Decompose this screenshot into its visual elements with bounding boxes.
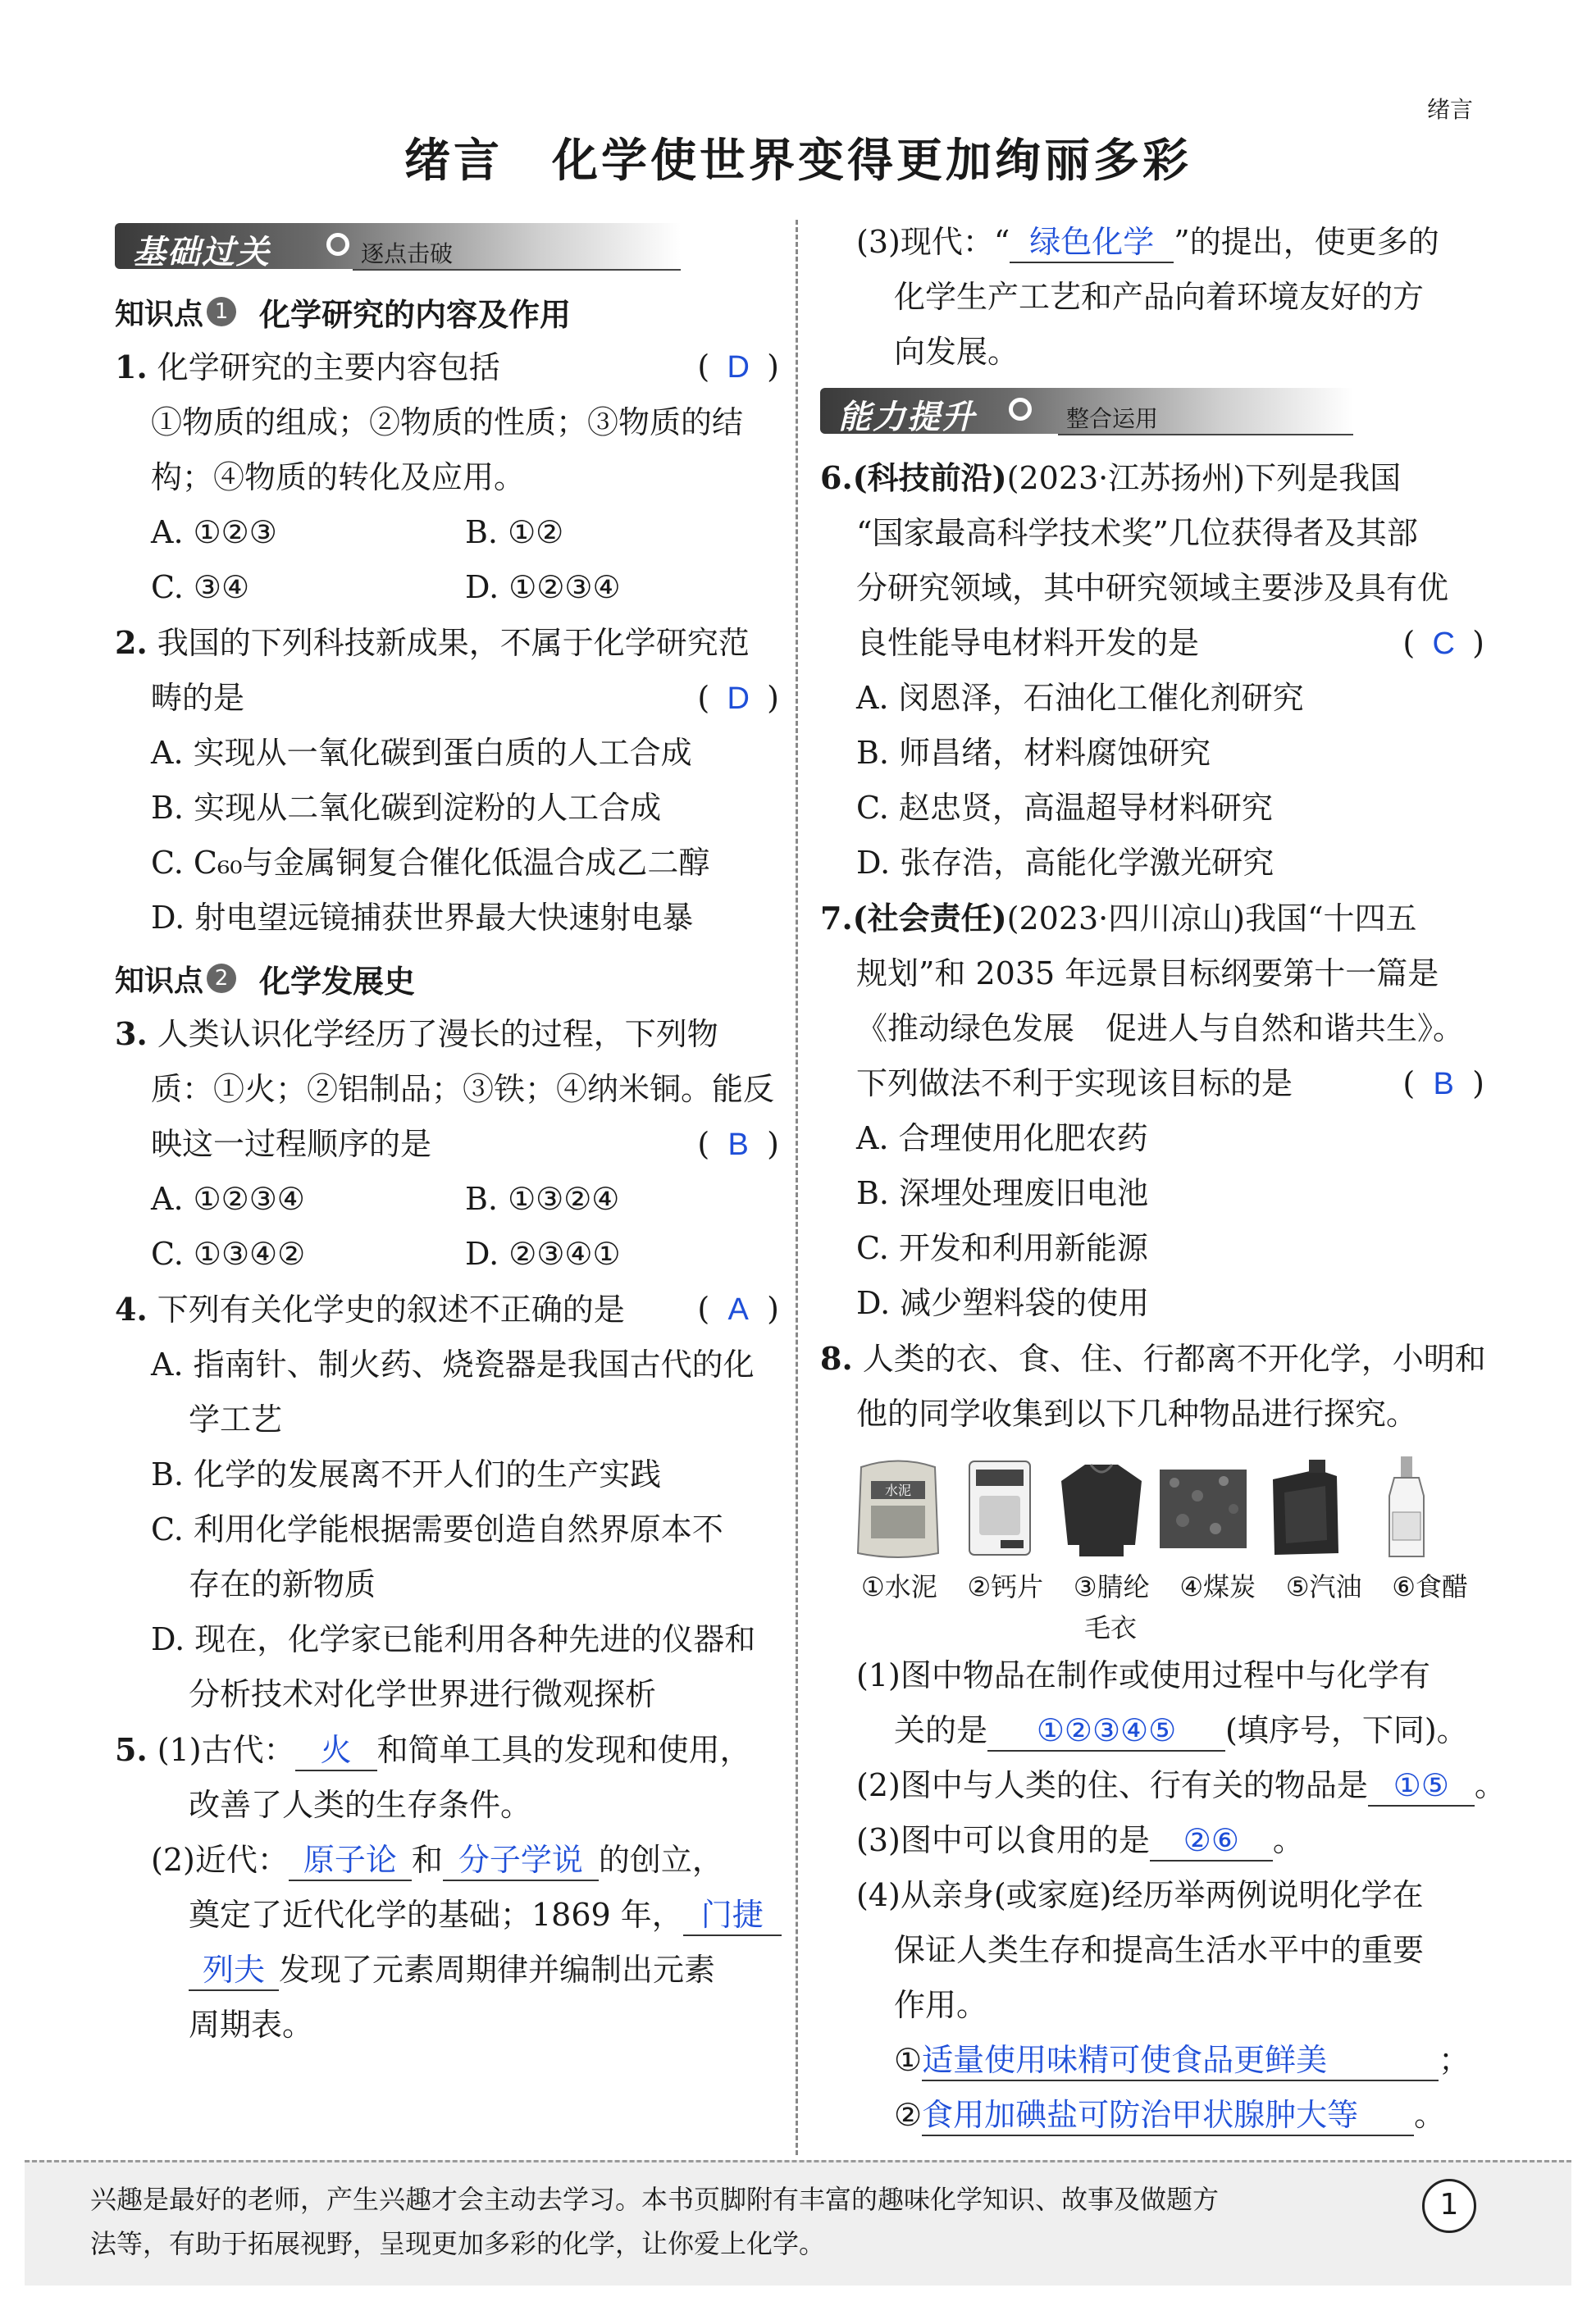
banner-label: 能力提升 — [838, 399, 976, 436]
option: A. 闵恩泽，石油化工催化剂研究 — [856, 680, 1304, 716]
q8-example-1: 适量使用味精可使食品更鲜美 — [922, 2044, 1328, 2078]
option: A. 合理使用化肥农药 — [856, 1120, 1148, 1156]
q8-line2: 他的同学收集到以下几种物品进行探究。 — [856, 1396, 1418, 1432]
caption: ⑥食醋 — [1392, 1571, 1468, 1602]
q8-answer-1: ①②③④⑤ — [1036, 1714, 1177, 1748]
q6-line2: “国家最高科学技术奖”几位获得者及其部 — [856, 515, 1418, 551]
q5-answer-3: 分子学说 — [458, 1843, 583, 1878]
q8-blank-5 — [922, 2096, 1414, 2136]
q5-p3-line2: 化学生产工艺和产品向着环境友好的方 — [894, 279, 1425, 315]
knowledge-point-2 — [115, 952, 779, 1005]
q5-blank-3 — [443, 1841, 599, 1881]
footer-line-1: 兴趣是最好的老师，产生兴趣才会主动去学习。本书页脚附有丰富的趣味化学知识、故事及做题方 — [90, 2184, 1220, 2215]
q5-blank-1 — [295, 1731, 377, 1771]
option: C. 开发和利用新能源 — [856, 1230, 1148, 1266]
q7-source: (2023·四川凉山) — [1006, 900, 1246, 936]
q8-answer-3: ②⑥ — [1183, 1824, 1239, 1858]
answer-bracket: ( C ) — [1402, 616, 1484, 672]
q6-source: (2023·江苏扬州) — [1006, 460, 1246, 496]
caption: ④煤炭 — [1179, 1571, 1256, 1602]
q8-blank-4 — [922, 2041, 1439, 2081]
q5-p1-prefix: (1)古代： — [157, 1732, 295, 1768]
question-number: 1. — [115, 349, 148, 385]
banner-label: 基础过关 — [133, 234, 271, 271]
caption: ⑤汽油 — [1285, 1571, 1362, 1602]
banner-underline — [353, 269, 681, 271]
question-number: 7. — [820, 900, 853, 936]
q7-line2: 规划”和 2035 年远景目标纲要第十一篇是 — [856, 955, 1439, 991]
q5-p2-mid: 和 — [411, 1842, 443, 1878]
q2-answer: D — [727, 681, 750, 716]
q3-answer: B — [727, 1128, 749, 1162]
q8-p1: (1)图中物品在制作或使用过程中与化学有 — [856, 1657, 1430, 1693]
kp-title: 化学研究的内容及作用 — [259, 296, 572, 333]
q6-answer: C — [1432, 627, 1455, 661]
knowledge-point-1 — [115, 285, 779, 338]
answer-bracket: ( A ) — [697, 1282, 779, 1338]
q5-blank-5 — [1010, 223, 1174, 263]
question-5 — [115, 1722, 779, 2053]
q6-line4: 良性能导电材料开发的是 — [856, 625, 1200, 661]
q5-p2-line2: 奠定了近代化学的基础；1869 年， — [189, 1897, 683, 1933]
banner-subtitle: 整合运用 — [1066, 405, 1159, 432]
footer-text — [90, 2177, 1407, 2266]
option: D. 减少塑料袋的使用 — [856, 1285, 1150, 1321]
option: D. ①②③④ — [465, 569, 621, 605]
q8-stem: 人类的衣、食、住、行都离不开化学，小明和 — [862, 1341, 1486, 1377]
question-6 — [820, 450, 1484, 891]
option: D. 张存浩，高能化学激光研究 — [856, 845, 1275, 881]
q5-answer-5: 绿色化学 — [1029, 226, 1155, 260]
page-footer — [25, 2160, 1571, 2285]
q7-stem: 我国“十四五 — [1245, 900, 1417, 936]
q8-example-1-end: ； — [1439, 2042, 1471, 2078]
question-number: 3. — [115, 1015, 148, 1052]
q3-stem: 人类认识化学经历了漫长的过程，下列物 — [157, 1016, 718, 1052]
caption: ②钙片 — [967, 1571, 1044, 1602]
answer-bracket: ( B ) — [697, 1117, 779, 1173]
option: B. ①② — [465, 514, 564, 550]
q5-p1-suffix: 和简单工具的发现和使用， — [376, 1732, 751, 1768]
banner-underline — [1058, 434, 1353, 435]
page-label: 绪言 — [1426, 96, 1473, 123]
q3-options-row-1 — [115, 1172, 779, 1227]
q3-line2: 质：①火；②铝制品；③铁；④纳米铜。能反 — [151, 1071, 775, 1107]
answer-bracket: ( B ) — [1402, 1056, 1484, 1112]
question-number: 5. — [115, 1731, 148, 1768]
gasoline-can-image — [1260, 1455, 1350, 1561]
q8-p1-suffix: (填序号，下同)。 — [1225, 1712, 1468, 1748]
option: A. 指南针、制火药、烧瓷器是我国古代的化 — [151, 1347, 755, 1383]
section-banner-basic — [115, 215, 779, 279]
question-number: 6. — [820, 459, 853, 496]
q1-answer: D — [727, 350, 750, 385]
q5-p3-prefix: (3)现代：“ — [856, 224, 1010, 260]
option-continuation: 存在的新物质 — [189, 1566, 376, 1602]
q1-options-row-2 — [115, 560, 779, 615]
section-banner-advanced — [820, 380, 1484, 444]
q5-blank-2 — [289, 1841, 412, 1881]
calcium-tablet-image — [955, 1455, 1045, 1561]
q8-p4-line3: 作用。 — [894, 1987, 988, 2023]
question-8 — [820, 1331, 1506, 2143]
q5-answer-4a: 门捷 — [700, 1898, 764, 1933]
right-column — [820, 215, 1506, 2143]
q2-stem: 我国的下列科技新成果，不属于化学研究范 — [157, 625, 750, 661]
option: D. ②③④① — [465, 1236, 621, 1272]
option: C. C₆₀与金属铜复合催化低温合成乙二醇 — [151, 845, 710, 881]
q4-answer: A — [727, 1292, 749, 1327]
q8-example-1-number: ① — [894, 2042, 923, 2078]
q8-p2: (2)图中与人类的住、行有关的物品是 — [856, 1767, 1368, 1803]
q5-answer-2: 原子论 — [303, 1843, 397, 1878]
cement-bag-label: 水泥 — [884, 1483, 912, 1498]
question-3 — [115, 1006, 779, 1282]
caption: ③腈纶 — [1073, 1571, 1150, 1602]
q2-line2: 畴的是 — [151, 680, 245, 716]
cement-bag-image — [853, 1455, 943, 1561]
q8-p1-line2: 关的是 — [894, 1712, 988, 1748]
q8-p4-line2: 保证人类生存和提高生活水平中的重要 — [894, 1932, 1425, 1968]
q5-p2-line3: 发现了元素周期律并编制出元素 — [279, 1952, 716, 1988]
q8-blank-3 — [1150, 1821, 1273, 1862]
question-7 — [820, 891, 1484, 1331]
option: C. 利用化学能根据需要创造自然界原本不 — [151, 1511, 723, 1547]
option: D. 现在，化学家已能利用各种先进的仪器和 — [151, 1621, 756, 1657]
option-continuation: 分析技术对化学世界进行微观探析 — [189, 1676, 657, 1712]
kp-tag: 知识点 — [115, 297, 204, 331]
gear-icon — [326, 233, 349, 256]
kp-title: 化学发展史 — [259, 963, 416, 1000]
question-number: 4. — [115, 1291, 148, 1328]
question-5-continued — [820, 215, 1484, 380]
caption-continuation: 毛衣 — [1084, 1612, 1138, 1643]
q8-answer-2: ①⑤ — [1393, 1769, 1449, 1803]
option: C. ①③④② — [151, 1236, 306, 1272]
footer-line-2: 法等，有助于拓展视野，呈现更加多彩的化学，让你爱上化学。 — [90, 2228, 826, 2259]
acrylic-sweater-image — [1056, 1455, 1147, 1561]
kp-number-badge: 1 — [207, 297, 236, 326]
q7-tag: (社会责任) — [852, 900, 1007, 936]
question-number: 2. — [115, 624, 148, 661]
question-4 — [115, 1282, 779, 1722]
product-captions — [861, 1566, 1468, 1604]
q8-blank-1 — [987, 1711, 1225, 1752]
q8-example-2-end: 。 — [1414, 2097, 1446, 2133]
q3-line3: 映这一过程顺序的是 — [151, 1126, 432, 1162]
vinegar-bottle-image — [1361, 1455, 1452, 1561]
q8-p4: (4)从亲身(或家庭)经历举两例说明化学在 — [856, 1877, 1424, 1913]
q8-p3: (3)图中可以食用的是 — [856, 1822, 1150, 1858]
q5-blank-4a — [683, 1896, 782, 1936]
q3-options-row-2 — [115, 1227, 779, 1282]
q5-p3-line3: 向发展。 — [894, 334, 1019, 370]
q4-stem: 下列有关化学史的叙述不正确的是 — [157, 1292, 625, 1328]
q5-p2-prefix: (2)近代： — [151, 1842, 289, 1878]
q5-p3-suffix: ”的提出，使更多的 — [1174, 224, 1439, 260]
kp-number-badge: 2 — [207, 964, 236, 993]
q5-p2-line4: 周期表。 — [189, 2007, 314, 2043]
option-continuation: 学工艺 — [189, 1401, 283, 1438]
q1-options-row-1 — [115, 505, 779, 560]
q1-line3: 构；④物质的转化及应用。 — [151, 459, 526, 495]
column-divider — [796, 220, 798, 2155]
q6-line3: 分研究领域，其中研究领域主要涉及具有优 — [856, 570, 1449, 606]
left-column — [115, 215, 779, 2053]
page-title: 绪言 化学使世界变得更加绚丽多彩 — [404, 134, 1192, 188]
question-2 — [115, 615, 779, 946]
q8-p2-suffix: 。 — [1474, 1767, 1506, 1803]
q8-p3-suffix: 。 — [1272, 1822, 1304, 1858]
question-number: 8. — [820, 1340, 853, 1377]
q1-line2: ①物质的组成；②物质的性质；③物质的结 — [151, 404, 744, 440]
question-1 — [115, 340, 779, 615]
q6-tag: (科技前沿) — [852, 459, 1007, 496]
q7-line4: 下列做法不利于实现该目标的是 — [856, 1065, 1293, 1101]
option: A. ①②③ — [151, 514, 277, 550]
q5-blank-4b — [189, 1951, 279, 1991]
option: B. 实现从二氧化碳到淀粉的人工合成 — [151, 790, 662, 826]
option: A. 实现从一氧化碳到蛋白质的人工合成 — [151, 735, 692, 771]
option: B. 师昌绪，材料腐蚀研究 — [856, 735, 1211, 771]
q5-p1-line2: 改善了人类的生存条件。 — [189, 1787, 532, 1823]
option: A. ①②③④ — [151, 1181, 305, 1217]
q7-answer: B — [1433, 1067, 1454, 1101]
q6-stem: 下列是我国 — [1245, 460, 1402, 496]
answer-bracket: ( D ) — [697, 340, 779, 395]
coal-image — [1158, 1455, 1248, 1561]
banner-subtitle: 逐点击破 — [361, 240, 454, 267]
flask-icon — [1009, 398, 1032, 421]
option: B. ①③②④ — [465, 1181, 620, 1217]
answer-bracket: ( D ) — [697, 671, 779, 727]
q8-example-2: 食用加碘盐可防治甲状腺肿大等 — [922, 2099, 1359, 2133]
option: C. 赵忠贤，高温超导材料研究 — [856, 790, 1273, 826]
q5-answer-4b: 列夫 — [202, 1953, 265, 1988]
option: D. 射电望远镜捕获世界最大快速射电暴 — [151, 900, 694, 936]
option: B. 化学的发展离不开人们的生产实践 — [151, 1456, 662, 1492]
q7-line3: 《推动绿色发展 促进人与自然和谐共生》。 — [856, 1010, 1465, 1046]
product-images — [853, 1455, 1452, 1561]
option: C. ③④ — [151, 569, 250, 605]
page-number: 1 — [1422, 2179, 1476, 2233]
q5-answer-1: 火 — [320, 1734, 352, 1768]
q5-p2-suffix: 的创立， — [598, 1842, 723, 1878]
q8-example-2-number: ② — [894, 2097, 923, 2133]
option: B. 深埋处理废旧电池 — [856, 1175, 1149, 1211]
caption: ①水泥 — [861, 1571, 937, 1602]
kp-tag: 知识点 — [115, 964, 204, 998]
q1-stem: 化学研究的主要内容包括 — [157, 349, 500, 385]
q8-blank-2 — [1368, 1766, 1475, 1807]
